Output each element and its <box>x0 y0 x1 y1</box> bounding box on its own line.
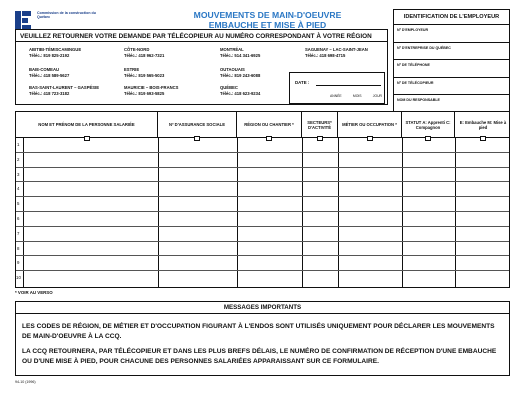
col-header-label: NOM ET PRÉNOM DE LA PERSONNE SALARIÉE <box>38 122 135 128</box>
employee-movements-table <box>15 111 510 288</box>
region-name: OUTAOUAIS <box>220 67 245 72</box>
col-header-label: Nº D'ASSURANCE SOCIALE <box>168 122 226 128</box>
table-row[interactable] <box>16 138 509 153</box>
table-header <box>16 112 509 138</box>
region-name: MAURICIE – BOIS-FRANCS <box>124 85 179 90</box>
document-title <box>165 10 370 30</box>
region-cote-nord <box>124 47 164 58</box>
date-line <box>316 85 381 86</box>
row-number: 2 <box>17 156 20 162</box>
region-fax: Téléc.: 514 341-6925 <box>220 52 261 58</box>
message-paragraph-1: LES CODES DE RÉGION, DE MÉTIER ET D'OCCUPATION FIGURANT À L'ENDOS SONT UTILISÉS UNIQUEMENT POUR DÉCLARER LES MOUVEMENTS DE MAIN-D'OEUVRE À LA CCQ. <box>22 323 495 340</box>
employer-number-field[interactable]: Nº D'EMPLOYEUR <box>394 25 509 43</box>
date-month-label: MOIS <box>352 94 362 98</box>
region-fax: Téléc.: 418 623-9234 <box>220 90 261 96</box>
col-header-label: SECTEURS* D'ACTIVITÉ <box>307 119 332 130</box>
col-header-label: RÉGION OU CHANTIER * <box>244 122 294 128</box>
col-header-sin <box>158 112 237 138</box>
table-row[interactable] <box>16 242 509 257</box>
region-name: ESTRIE <box>124 67 140 72</box>
row-number: 1 <box>17 142 20 147</box>
logo-text: Commission de la construction du Québec <box>37 11 96 20</box>
region-bas-saint-laurent <box>29 85 99 96</box>
identification-title: IDENTIFICATION DE L'EMPLOYEUR <box>394 10 509 25</box>
row-number: 3 <box>17 171 20 177</box>
col-header-sector <box>302 112 338 138</box>
region-name: SAGUENAY – LAC-SAINT-JEAN <box>305 47 368 52</box>
table-row[interactable] <box>16 153 509 168</box>
regions-heading: VEUILLEZ RETOURNER VOTRE DEMANDE PAR TÉLÉCOPIEUR AU NUMÉRO CORRESPONDANT À VOTRE RÉGION <box>16 30 387 42</box>
title-line-2: EMBAUCHE ET MISE À PIED <box>208 20 327 30</box>
row-number: 5 <box>17 201 20 207</box>
region-name: MONTRÉAL <box>220 47 244 52</box>
table-row[interactable] <box>16 212 509 227</box>
message-paragraph-2: LA CCQ RETOURNERA, PAR TÉLÉCOPIEUR ET DANS LES PLUS BREFS DÉLAIS, LE NUMÉRO DE CONFIRMATION DE RÉCEPTION D'UNE EMBAUCHE OU D'UNE MISE À PIED, POUR CHACUNE DES PERSONNES SALARIÉES APPARAISSANT SUR CE FORMULAIRE. <box>22 348 497 365</box>
region-quebec <box>220 85 260 96</box>
col-header-trade <box>338 112 402 138</box>
region-fax: Téléc.: 418 589-5627 <box>29 72 70 78</box>
fax-number-field[interactable]: Nº DE TÉLÉCOPIEUR <box>394 78 509 96</box>
table-row[interactable] <box>16 271 509 288</box>
col-header-movement <box>455 112 511 138</box>
employer-identification-box <box>393 9 510 112</box>
quebec-enterprise-number-field[interactable]: Nº D'ENTREPRISE DU QUÉBEC <box>394 43 509 61</box>
region-estrie <box>124 67 164 78</box>
region-name: BAIE-COMEAU <box>29 67 60 72</box>
row-number: 4 <box>17 186 20 192</box>
table-row[interactable] <box>16 197 509 212</box>
region-fax: Téléc.: 819 825-2192 <box>29 52 70 58</box>
region-fax: Téléc.: 418 962-7321 <box>124 52 165 58</box>
region-name: ABITIBI-TÉMISCAMINGUE <box>29 47 82 52</box>
date-label: DATE : <box>295 80 310 85</box>
date-parts <box>330 94 382 98</box>
col-header-label: STATUT A: Apprenti C: Compagnon <box>405 119 451 130</box>
region-outaouais <box>220 67 260 78</box>
row-number: 10 <box>16 275 21 281</box>
table-row[interactable] <box>16 182 509 197</box>
table-row[interactable] <box>16 168 509 183</box>
date-year-label: ANNÉE <box>330 94 342 98</box>
region-name: BAS-SAINT-LAURENT – GASPÉSIE <box>29 85 100 90</box>
responsible-name-field[interactable]: NOM DU RESPONSABLE <box>397 98 440 103</box>
phone-number-field[interactable]: Nº DE TÉLÉPHONE <box>394 60 509 78</box>
region-fax: Téléc.: 418 723-3182 <box>29 90 70 96</box>
region-fax: Téléc.: 819 693-5825 <box>124 90 165 96</box>
title-line-1: MOUVEMENTS DE MAIN-D'OEUVRE <box>193 10 342 20</box>
region-fax: Téléc.: 819 243-6088 <box>220 72 261 78</box>
form-code: 94-10 (1996) <box>15 380 36 384</box>
region-saguenay <box>305 47 368 58</box>
table-row[interactable] <box>16 227 509 242</box>
important-messages-box <box>15 301 510 376</box>
col-header-label: E: Embauche M: Mise à pied <box>459 119 507 130</box>
region-montreal <box>220 47 260 58</box>
region-baie-comeau <box>29 67 69 78</box>
region-abitibi <box>29 47 81 58</box>
col-header-name <box>16 112 158 138</box>
table-row[interactable] <box>16 256 509 271</box>
region-name: QUÉBEC <box>220 85 238 90</box>
col-header-label: MÉTIER OU OCCUPATION * <box>342 122 397 128</box>
see-verso-note: * VOIR AU VERSO <box>15 290 53 295</box>
col-header-status <box>402 112 455 138</box>
region-name: CÔTE-NORD <box>124 47 150 52</box>
row-number: 7 <box>17 230 20 236</box>
region-fax: Téléc.: 819 565-5023 <box>124 72 165 78</box>
region-mauricie <box>124 85 178 96</box>
messages-title: MESSAGES IMPORTANTS <box>16 302 509 314</box>
col-header-region <box>237 112 302 138</box>
row-number: 6 <box>17 216 20 221</box>
row-number: 8 <box>17 245 20 251</box>
date-day-label: JOUR <box>372 94 382 98</box>
region-fax: Téléc.: 418 698-4715 <box>305 52 346 58</box>
date-box[interactable] <box>289 72 385 104</box>
row-number: 9 <box>17 260 20 266</box>
